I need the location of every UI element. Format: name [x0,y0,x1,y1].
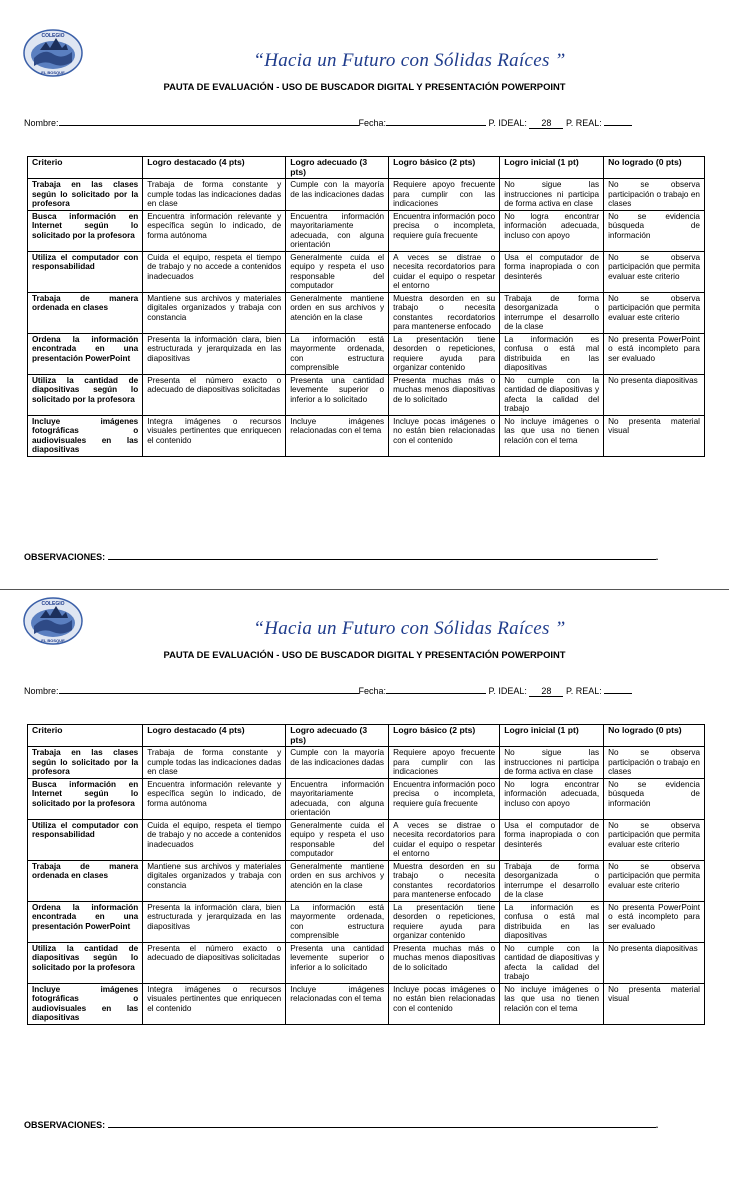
descriptor-cell: No sigue las instrucciones ni participa de forma activa en clase [500,179,604,211]
nombre-label: Nombre: [24,686,59,696]
p-real-field[interactable] [604,685,632,694]
p-ideal-value: 28 [529,118,563,129]
fecha-field[interactable] [386,117,486,126]
descriptor-cell: Presenta una cantidad levemente superior o inferior a lo solicitado [286,942,389,983]
table-row [28,251,705,292]
column-header: Logro destacado (4 pts) [143,725,286,747]
p-ideal-label: P. IDEAL: [488,686,527,696]
page-title: PAUTA DE EVALUACIÓN - USO DE BUSCADOR DIGITAL Y PRESENTACIÓN POWERPOINT [163,81,566,92]
logo-text-top: COLEGIO [41,601,65,607]
logo-text-bottom: EL BOSQUE [41,70,65,75]
descriptor-cell: Encuentra información mayoritariamente adecuada, con alguna orientación [286,210,389,251]
table-row [28,292,705,333]
observaciones-field[interactable] [108,1119,656,1128]
criterion-cell: Busca información en Internet según lo solicitado por la profesora [28,210,143,251]
table-row [28,374,705,415]
logo-text-top: COLEGIO [41,33,65,39]
descriptor-cell: No se evidencia búsqueda de información [604,210,705,251]
descriptor-cell: Usa el computador de forma inapropiada o con desinterés [500,251,604,292]
descriptor-cell: No incluye imágenes o las que usa no tienen relación con el tema [500,415,604,456]
descriptor-cell: Incluye pocas imágenes o no están bien relacionadas con el contenido [389,983,500,1024]
fecha-field[interactable] [386,685,486,694]
criterion-cell: Utiliza el computador con responsabilidad [28,819,143,860]
descriptor-cell: Trabaja de forma constante y cumple todas las indicaciones dadas en clase [143,747,286,779]
criterion-cell: Trabaja de manera ordenada en clases [28,292,143,333]
column-header: Logro básico (2 pts) [389,725,500,747]
descriptor-cell: Muestra desorden en su trabajo o necesita constantes recordatorios para mantenerse enfocado [389,292,500,333]
criterion-cell: Busca información en Internet según lo solicitado por la profesora [28,778,143,819]
descriptor-cell: Presenta muchas más o muchas menos diapositivas de lo solicitado [389,942,500,983]
descriptor-cell: No logra encontrar información adecuada, incluso con apoyo [500,778,604,819]
column-header: Logro destacado (4 pts) [143,157,286,179]
p-real-label: P. REAL: [565,118,602,128]
descriptor-cell: Encuentra información mayoritariamente adecuada, con alguna orientación [286,778,389,819]
descriptor-cell: No cumple con la cantidad de diapositivas y afecta la calidad del trabajo [500,942,604,983]
table-row [28,983,705,1024]
table-row [28,942,705,983]
descriptor-cell: La presentación tiene desorden o repeticiones, requiere ayuda para organizar contenido [389,901,500,942]
criterion-cell: Incluye imágenes fotográficas o audiovisuales en las diapositivas [28,415,143,456]
descriptor-cell: La información está mayormente ordenada, con estructura comprensible [286,333,389,374]
descriptor-cell: Presenta el número exacto o adecuado de diapositivas solicitadas [143,942,286,983]
page-divider [0,589,729,590]
descriptor-cell: Encuentra información poco precisa o incompleta, requiere guía frecuente [389,778,500,819]
descriptor-cell: Cumple con la mayoría de las indicaciones dadas [286,747,389,779]
criterion-cell: Utiliza el computador con responsabilidad [28,251,143,292]
descriptor-cell: Cuida el equipo, respeta el tiempo de trabajo y no accede a contenidos inadecuados [143,251,286,292]
descriptor-cell: Mantiene sus archivos y materiales digitales organizados y trabaja con constancia [143,292,286,333]
table-row [28,901,705,942]
descriptor-cell: No incluye imágenes o las que usa no tienen relación con el tema [500,983,604,1024]
table-row [28,333,705,374]
nombre-field[interactable] [59,685,359,694]
descriptor-cell: Presenta una cantidad levemente superior o inferior a lo solicitado [286,374,389,415]
criterion-cell: Trabaja en las clases según lo solicitado por la profesora [28,179,143,211]
descriptor-cell: No presenta PowerPoint o está incompleto para ser evaluado [604,901,705,942]
criterion-cell: Incluye imágenes fotográficas o audiovisuales en las diapositivas [28,983,143,1024]
descriptor-cell: Cumple con la mayoría de las indicaciones dadas [286,179,389,211]
table-row [28,860,705,901]
descriptor-cell: No se observa participación que permita evaluar este criterio [604,860,705,901]
nombre-label: Nombre: [24,118,59,128]
descriptor-cell: Generalmente cuida el equipo y respeta el uso responsable del computador [286,251,389,292]
descriptor-cell: Trabaja de forma constante y cumple todas las indicaciones dadas en clase [143,179,286,211]
column-header: Logro adecuado (3 pts) [286,725,389,747]
column-header: No logrado (0 pts) [604,157,705,179]
descriptor-cell: Presenta muchas más o muchas menos diapositivas de lo solicitado [389,374,500,415]
table-row [28,210,705,251]
descriptor-cell: Encuentra información relevante y específica según lo indicado, de forma autónoma [143,210,286,251]
descriptor-cell: No se evidencia búsqueda de información [604,778,705,819]
descriptor-cell: No logra encontrar información adecuada, incluso con apoyo [500,210,604,251]
observaciones-label: OBSERVACIONES: [24,1120,106,1130]
page-title: PAUTA DE EVALUACIÓN - USO DE BUSCADOR DIGITAL Y PRESENTACIÓN POWERPOINT [163,649,566,660]
column-header: Criterio [28,157,143,179]
rubric-table [27,724,705,1025]
observaciones: OBSERVACIONES: . [24,552,659,562]
descriptor-cell: No presenta PowerPoint o está incompleto para ser evaluado [604,333,705,374]
descriptor-cell: No presenta diapositivas [604,942,705,983]
descriptor-cell: Usa el computador de forma inapropiada o con desinterés [500,819,604,860]
descriptor-cell: Requiere apoyo frecuente para cumplir con las indicaciones [389,179,500,211]
descriptor-cell: No se observa participación que permita evaluar este criterio [604,251,705,292]
descriptor-cell: Generalmente mantiene orden en sus archivos y atención en la clase [286,860,389,901]
nombre-field[interactable] [59,117,359,126]
criterion-cell: Utiliza la cantidad de diapositivas según lo solicitado por la profesora [28,942,143,983]
criterion-cell: Trabaja en las clases según lo solicitado por la profesora [28,747,143,779]
descriptor-cell: No se observa participación o trabajo en clases [604,179,705,211]
descriptor-cell: Cuida el equipo, respeta el tiempo de trabajo y no accede a contenidos inadecuados [143,819,286,860]
criterion-cell: Trabaja de manera ordenada en clases [28,860,143,901]
descriptor-cell: Integra imágenes o recursos visuales pertinentes que enriquecen el contenido [143,983,286,1024]
descriptor-cell: Incluye imágenes relacionadas con el tema [286,415,389,456]
descriptor-cell: No se observa participación que permita evaluar este criterio [604,819,705,860]
column-header: Logro inicial (1 pt) [500,725,604,747]
school-motto: “Hacia un Futuro con Sólidas Raíces ” [253,618,566,639]
descriptor-cell: Requiere apoyo frecuente para cumplir con las indicaciones [389,747,500,779]
descriptor-cell: Trabaja de forma desorganizada o interrumpe el desarrollo de la clase [500,292,604,333]
descriptor-cell: No sigue las instrucciones ni participa de forma activa en clase [500,747,604,779]
student-info-line [24,117,704,129]
column-header: Logro inicial (1 pt) [500,157,604,179]
descriptor-cell: No cumple con la cantidad de diapositivas y afecta la calidad del trabajo [500,374,604,415]
descriptor-cell: La presentación tiene desorden o repeticiones, requiere ayuda para organizar contenido [389,333,500,374]
descriptor-cell: La información es confusa o está mal distribuida en las diapositivas [500,901,604,942]
observaciones: OBSERVACIONES: . [24,1120,659,1130]
logo-text-bottom: EL BOSQUE [41,638,65,643]
descriptor-cell: Trabaja de forma desorganizada o interrumpe el desarrollo de la clase [500,860,604,901]
descriptor-cell: Presenta el número exacto o adecuado de diapositivas solicitadas [143,374,286,415]
column-header: No logrado (0 pts) [604,725,705,747]
descriptor-cell: Integra imágenes o recursos visuales pertinentes que enriquecen el contenido [143,415,286,456]
p-ideal-label: P. IDEAL: [488,118,527,128]
descriptor-cell: Encuentra información poco precisa o incompleta, requiere guía frecuente [389,210,500,251]
descriptor-cell: No presenta material visual [604,983,705,1024]
descriptor-cell: Mantiene sus archivos y materiales digitales organizados y trabaja con constancia [143,860,286,901]
observaciones-field[interactable] [108,551,656,560]
table-row [28,415,705,456]
criterion-cell: Utiliza la cantidad de diapositivas según lo solicitado por la profesora [28,374,143,415]
descriptor-cell: A veces se distrae o necesita recordatorios para cuidar el equipo o respetar el entorno [389,819,500,860]
table-row [28,747,705,779]
fecha-label: Fecha: [358,686,387,696]
school-motto: “Hacia un Futuro con Sólidas Raíces ” [253,50,566,71]
descriptor-cell: Presenta la información clara, bien estructurada y jerarquizada en las diapositivas [143,901,286,942]
table-row [28,819,705,860]
descriptor-cell: Presenta la información clara, bien estructurada y jerarquizada en las diapositivas [143,333,286,374]
descriptor-cell: No se observa participación o trabajo en clases [604,747,705,779]
descriptor-cell: No presenta material visual [604,415,705,456]
p-real-field[interactable] [604,117,632,126]
descriptor-cell: Encuentra información relevante y específica según lo indicado, de forma autónoma [143,778,286,819]
descriptor-cell: Generalmente mantiene orden en sus archivos y atención en la clase [286,292,389,333]
descriptor-cell: No presenta diapositivas [604,374,705,415]
column-header: Criterio [28,725,143,747]
criterion-cell: Ordena la información encontrada en una presentación PowerPoint [28,333,143,374]
p-ideal-value: 28 [529,686,563,697]
descriptor-cell: No se observa participación que permita evaluar este criterio [604,292,705,333]
criterion-cell: Ordena la información encontrada en una presentación PowerPoint [28,901,143,942]
descriptor-cell: La información es confusa o está mal distribuida en las diapositivas [500,333,604,374]
descriptor-cell: A veces se distrae o necesita recordatorios para cuidar el equipo o respetar el entorno [389,251,500,292]
descriptor-cell: Incluye imágenes relacionadas con el tema [286,983,389,1024]
table-row [28,778,705,819]
descriptor-cell: La información está mayormente ordenada, con estructura comprensible [286,901,389,942]
table-row [28,179,705,211]
p-real-label: P. REAL: [565,686,602,696]
fecha-label: Fecha: [358,118,387,128]
descriptor-cell: Generalmente cuida el equipo y respeta el uso responsable del computador [286,819,389,860]
column-header: Logro básico (2 pts) [389,157,500,179]
observaciones-label: OBSERVACIONES: [24,552,106,562]
student-info-line [24,685,704,697]
rubric-table [27,156,705,457]
descriptor-cell: Muestra desorden en su trabajo o necesita constantes recordatorios para mantenerse enfocado [389,860,500,901]
column-header: Logro adecuado (3 pts) [286,157,389,179]
descriptor-cell: Incluye pocas imágenes o no están bien relacionadas con el contenido [389,415,500,456]
